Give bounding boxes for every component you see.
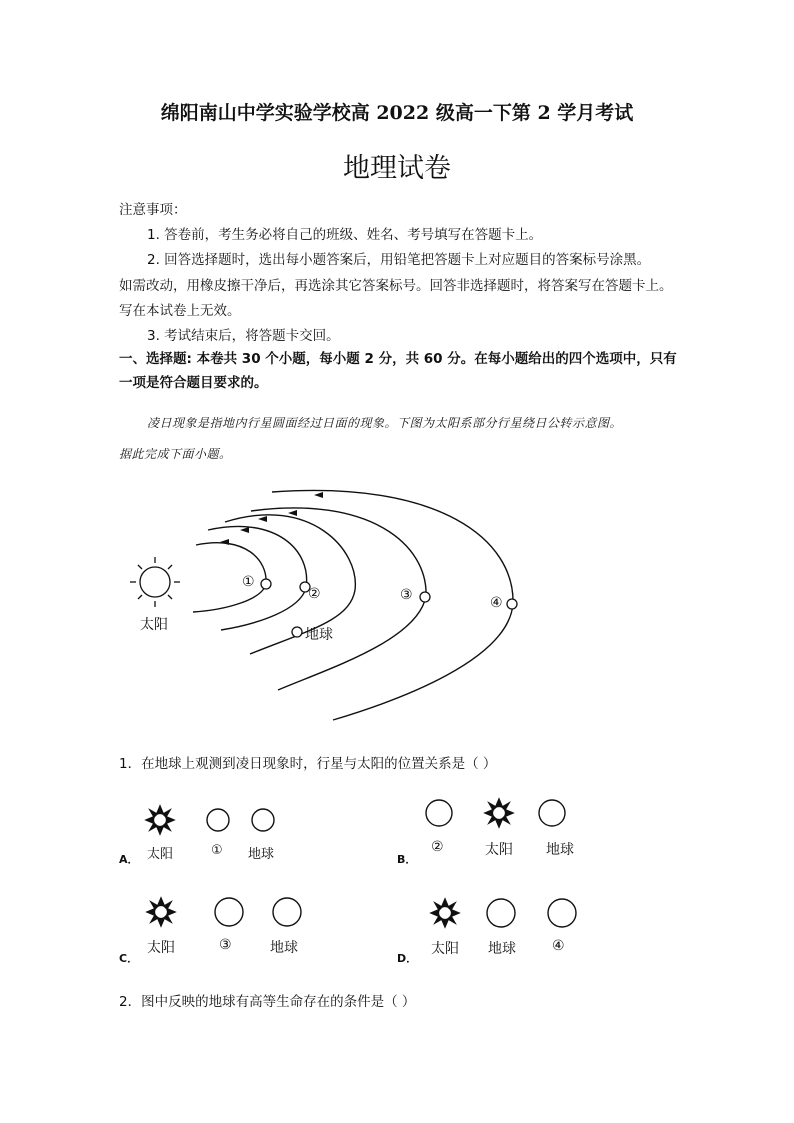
option-a-label-1: 太阳: [147, 847, 174, 862]
option-d-planet-icon: [548, 899, 576, 927]
option-b-label-1: ②: [431, 839, 444, 855]
option-d-earth-icon: [487, 899, 515, 927]
option-b-label-3: 地球: [546, 842, 574, 858]
option-c-sun-icon: [147, 898, 175, 926]
subject-title: 地理试卷: [343, 153, 451, 184]
notes-item-3: 3. 考试结束后，将答题卡交回。: [147, 328, 340, 344]
option-d-label-2: 地球: [488, 941, 516, 957]
planet-label-4: ④: [490, 595, 503, 611]
option-a-label-3: 地球: [248, 847, 275, 862]
option-c-planet-icon: [215, 898, 243, 926]
option-c-earth-icon: [273, 898, 301, 926]
option-c-label-2: ③: [219, 937, 232, 953]
notes-item-2-line-1: 2. 回答选择题时，选出每小题答案后，用铅笔把答题卡上对应题目的答案标号涂黑。: [147, 252, 651, 268]
option-b-earth-icon: [539, 800, 565, 826]
section-heading-line-1: 一、选择题: 本卷共 30 个小题，每小题 2 分，共 60 分。在每小题给出的四个选项中，只有: [119, 351, 677, 367]
question-2: 2．图中反映的地球有高等生命存在的条件是（ ）: [119, 994, 416, 1010]
earth-label: 地球: [305, 627, 333, 643]
option-a-earth-icon: [252, 809, 274, 831]
option-d-label-3: ④: [552, 938, 565, 954]
option-a-letter[interactable]: A．: [119, 853, 139, 866]
intro-line-2: 据此完成下面小题。: [119, 447, 232, 461]
notes-item-2-line-2: 如需改动，用橡皮擦干净后，再选涂其它答案标号。回答非选择题时，将答案写在答题卡上。: [119, 278, 673, 294]
option-b-sun-icon: [485, 799, 513, 827]
notes-heading: 注意事项：: [119, 202, 187, 218]
planet-label-1: ①: [242, 574, 255, 590]
option-c-label-3: 地球: [270, 940, 298, 956]
option-a-sun-icon: [146, 806, 174, 834]
option-a-planet-icon: [207, 809, 229, 831]
option-c-label-1: 太阳: [147, 940, 175, 956]
question-1: 1．在地球上观测到凌日现象时，行星与太阳的位置关系是（ ）: [119, 756, 497, 772]
option-d-sun-icon: [431, 899, 459, 927]
option-b-planet-icon: [426, 800, 452, 826]
planet-label-2: ②: [308, 586, 321, 602]
notes-item-2-line-3: 写在本试卷上无效。: [119, 303, 241, 319]
option-b-letter[interactable]: B．: [397, 853, 417, 866]
option-d-label-1: 太阳: [431, 941, 459, 957]
intro-line-1: 凌日现象是指地内行星圆面经过日面的现象。下图为太阳系部分行星绕日公转示意图。: [147, 416, 623, 430]
section-heading-line-2: 一项是符合题目要求的。: [119, 375, 268, 391]
sun-label: 太阳: [140, 617, 168, 633]
option-b-label-2: 太阳: [485, 842, 513, 858]
option-a-label-2: ①: [211, 843, 223, 858]
option-d-letter[interactable]: D．: [397, 952, 418, 965]
notes-item-1: 1. 答卷前，考生务必将自己的班级、姓名、考号填写在答题卡上。: [147, 227, 543, 243]
planet-label-3: ③: [400, 587, 413, 603]
option-c-letter[interactable]: C．: [119, 952, 139, 965]
exam-title: 绵阳南山中学实验学校高 2022 级高一下第 2 学月考试: [160, 102, 634, 124]
